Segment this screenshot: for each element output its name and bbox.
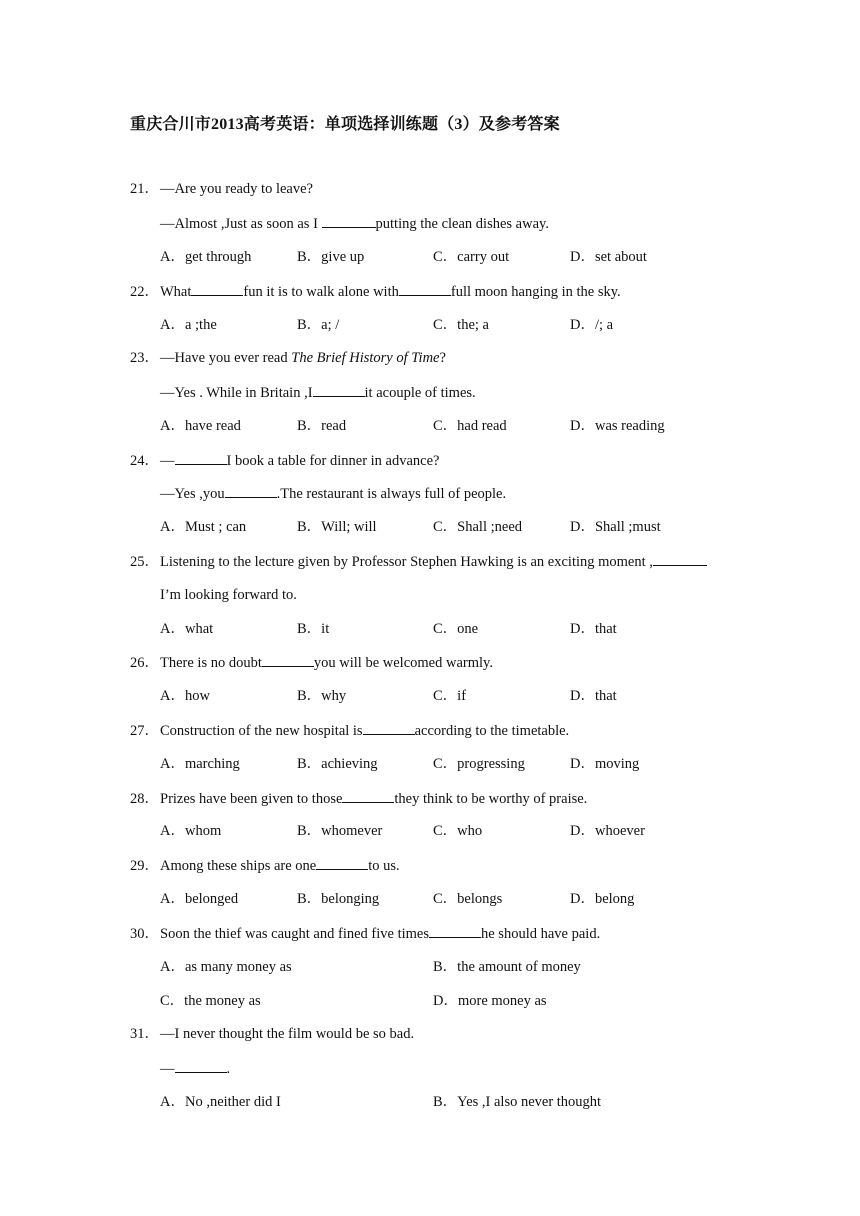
option-c: C．the; a [433,317,489,333]
option-a: A．Must ; can [160,519,247,535]
option-a: A．as many money as [160,959,292,975]
option-a: A．marching [160,756,240,772]
question-text: —Are you ready to leave? [160,181,313,197]
question-text: —Almost ,Just as soon as I [160,216,322,232]
question-text: fun it is to walk alone with [243,284,399,300]
option-b: B．why [297,688,347,704]
option-d: D．was reading [570,418,665,434]
question-22-stem [130,282,621,301]
option-c: C．if [433,688,467,704]
option-a: A．how [160,688,210,704]
question-25-continued: I’m looking forward to. [160,587,297,603]
option-c: C．had read [433,418,507,434]
answer-blank [313,383,365,397]
question-number: 30． [130,926,159,942]
question-28-stem [130,789,587,808]
option-b: B．the amount of money [433,959,581,975]
answer-blank [322,214,376,228]
option-c: C．carry out [433,249,510,265]
question-24-reply [160,484,506,503]
option-a: A．have read [160,418,241,434]
question-25-stem [130,552,707,571]
option-c: C．who [433,823,483,839]
answer-blank [191,282,243,296]
option-c: C．the money as [160,993,261,1009]
option-c: C．belongs [433,891,503,907]
question-text: putting the clean dishes away. [375,216,549,232]
option-a: A．get through [160,249,252,265]
question-number: 27． [130,723,159,739]
question-text: I book a table for dinner in advance? [226,453,440,469]
question-text: Construction of the new hospital is [160,723,363,739]
option-d: D．belong [570,891,635,907]
answer-blank [653,552,707,566]
question-number: 25． [130,554,159,570]
question-number: 29． [130,858,159,874]
question-number: 22． [130,284,159,300]
question-number: 24． [130,453,159,469]
option-b: B．read [297,418,347,434]
option-d: D．that [570,688,617,704]
question-text: What [160,284,192,300]
option-c: C．progressing [433,756,525,772]
question-text: There is no doubt [160,655,262,671]
option-d: D．moving [570,756,640,772]
answer-blank [225,484,277,498]
question-text: . [226,1061,231,1077]
question-text: to us. [368,858,400,874]
option-d: D．more money as [433,993,547,1009]
option-a: A．belonged [160,891,239,907]
option-d: D．that [570,621,617,637]
option-a: A．whom [160,823,222,839]
question-text: — [160,1061,175,1077]
option-b: B．a; / [297,317,340,333]
option-b: B．give up [297,249,365,265]
option-c: C．Shall ;need [433,519,523,535]
option-a: A．No ,neither did I [160,1094,281,1110]
question-24-stem [130,451,439,470]
question-23-stem [130,349,446,367]
option-d: D．/; a [570,317,614,333]
option-c: C．one [433,621,479,637]
option-a: A．a ;the [160,317,217,333]
question-text: he should have paid. [481,926,601,942]
question-text: ? [439,350,446,366]
question-21-stem [130,180,313,198]
option-d: D．whoever [570,823,645,839]
question-text: Among these ships are one [160,858,317,874]
question-text: full moon hanging in the sky. [450,284,621,300]
answer-blank [175,1059,227,1073]
question-text: according to the timetable. [414,723,570,739]
question-text: they think to be worthy of praise. [394,791,588,807]
answer-blank [429,924,481,938]
question-text: —Yes ,you [160,486,225,502]
option-a: A．what [160,621,214,637]
answer-blank [399,282,451,296]
question-text: —I never thought the film would be so bad. [160,1026,415,1042]
option-b: B．whomever [297,823,383,839]
question-number: 21． [130,181,159,197]
question-text: Soon the thief was caught and fined five times [160,926,429,942]
option-b: B．Will; will [297,519,377,535]
answer-blank [363,721,415,735]
answer-blank [316,856,368,870]
question-text: you will be welcomed warmly. [313,655,493,671]
question-text: Prizes have been given to those [160,791,343,807]
option-d: D．Shall ;must [570,519,661,535]
question-number: 31． [130,1026,159,1042]
answer-blank [262,653,314,667]
question-text: Listening to the lecture given by Professor Stephen Hawking is an exciting moment , [160,554,653,570]
question-26-stem [130,653,493,672]
question-number: 26． [130,655,159,671]
question-text: it acouple of times. [364,385,476,401]
question-31-stem [130,1025,414,1043]
book-title: The Brief History of Time [291,350,440,366]
question-27-stem [130,721,569,740]
question-text: .The restaurant is always full of people. [276,486,507,502]
question-30-stem [130,924,600,943]
question-text: —Yes . While in Britain ,I [160,385,313,401]
question-21-reply [160,214,549,233]
question-29-stem [130,856,400,875]
question-23-reply [160,383,476,402]
question-text: — [160,453,175,469]
option-b: B．belonging [297,891,380,907]
option-b: B．Yes ,I also never thought [433,1094,602,1110]
option-d: D．set about [570,249,647,265]
answer-blank [342,789,394,803]
question-number: 23． [130,350,159,366]
question-31-reply [160,1059,230,1078]
question-number: 28． [130,791,159,807]
question-text: —Have you ever read [160,350,292,366]
option-b: B．achieving [297,756,378,772]
document-title: 重庆合川市2013高考英语：单项选择训练题（3）及参考答案 [130,116,560,133]
answer-blank [175,451,227,465]
option-b: B．it [297,621,330,637]
